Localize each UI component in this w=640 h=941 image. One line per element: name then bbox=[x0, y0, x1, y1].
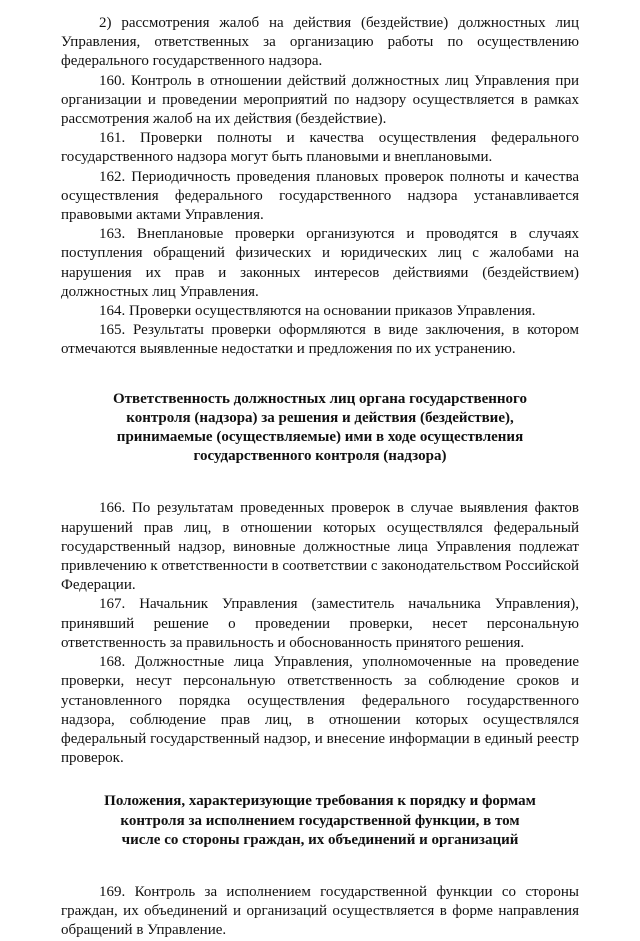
spacer bbox=[61, 850, 579, 883]
paragraph-165: 165. Результаты проверки оформляются в виде заключения, в котором отмечаются выявленные недостатки и предложения по их устранению. bbox=[61, 322, 579, 358]
document-page bbox=[61, 14, 579, 941]
spacer bbox=[61, 466, 579, 499]
paragraph-160: 160. Контроль в отношении действий должностных лиц Управления при организации и проведении мероприятий по надзору осуществляется в рамках рассмотрения жалоб на их действия (бездействие). bbox=[61, 72, 579, 128]
paragraph-167: 167. Начальник Управления (заместитель начальника Управления), принявший решение о проведении проверки, несет персональную ответственность за правильность и обоснованность принятого решения. bbox=[61, 596, 579, 651]
paragraph-163: 163. Внеплановые проверки организуются и проводятся в случаях поступления обращений физических и юридических лиц с жалобами на нарушения их прав и законных интересов действиями (бездействием) должностных лиц Управления. bbox=[61, 226, 579, 300]
section-heading-responsibility: Ответственность должностных лиц органа государственного контроля (надзора) за решения и действия (бездействие), принимаемые (осуществляемые) ими в ходе осуществления государственного контроля (надзора) bbox=[113, 390, 527, 465]
paragraph-161: 161. Проверки полноты и качества осуществления федерального государственного надзора могут быть плановыми и внеплановыми. bbox=[61, 130, 579, 166]
paragraph-168: 168. Должностные лица Управления, уполномоченные на проведение проверки, несут персональную ответственность за соблюдение сроков и установленного порядка осуществления федерального государственного надзора, соблюдение прав лиц, в отношении которых осуществлялся федеральный государственный надзор, и внесение информации в единый реестр проверок. bbox=[61, 654, 579, 767]
paragraph-item-2: 2) рассмотрения жалоб на действия (бездействие) должностных лиц Управления, ответственных за организацию работы по осуществлению федерального государственного надзора. bbox=[61, 15, 579, 70]
spacer bbox=[61, 360, 579, 390]
paragraph-164: 164. Проверки осуществляются на основании приказов Управления. bbox=[99, 303, 536, 320]
paragraph-169: 169. Контроль за исполнением государственной функции со стороны граждан, их объединений и организаций осуществляется в форме направления обращений в Управление. bbox=[61, 883, 579, 939]
section-heading-control-provisions: Положения, характеризующие требования к порядку и формам контроля за исполнением государственной функции, в том числе со стороны граждан, их объединений и организаций bbox=[104, 793, 536, 848]
paragraph-166: 166. По результатам проведенных проверок в случае выявления фактов нарушений прав лиц, в отношении которых осуществлялся федеральный государственный надзор, виновные должностные лица Управления подлежат привлечению к ответственности в соответствии с законодательством Российской Федерации. bbox=[61, 500, 579, 594]
spacer bbox=[61, 768, 579, 792]
paragraph-162: 162. Периодичность проведения плановых проверок полноты и качества осуществления федерального государственного надзора устанавливается правовыми актами Управления. bbox=[61, 168, 579, 224]
